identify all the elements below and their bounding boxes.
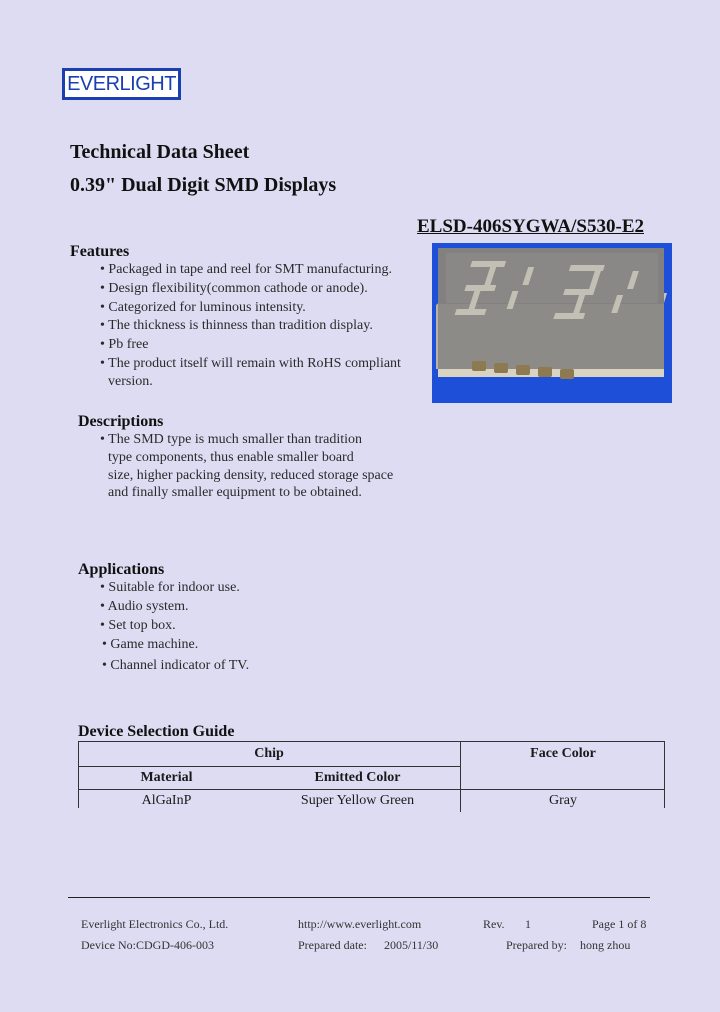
bullet: • [100, 300, 105, 315]
application-item: • Channel indicator of TV. [102, 658, 250, 673]
bullet: • [100, 356, 105, 371]
bullet: • [102, 658, 107, 673]
bullet: • [100, 580, 105, 595]
bullet: • [100, 318, 105, 333]
footer-company: Everlight Electronics Co., Ltd. [81, 917, 229, 931]
material-cell: AlGaInP [141, 793, 192, 808]
document-subtitle: 0.39" Dual Digit SMD Displays [70, 174, 337, 196]
description-line: • The SMD type is much smaller than tradition [100, 432, 363, 447]
bullet: • [100, 618, 105, 633]
application-item: • Audio system. [100, 599, 189, 614]
features-heading: Features [70, 243, 130, 260]
feature-item: • The product itself will remain with RoHS compliant [100, 356, 401, 371]
footer-prepared-by: hong zhou [580, 938, 631, 952]
chip-header: Chip [78, 742, 461, 767]
description-line: type components, thus enable smaller board [108, 450, 354, 465]
footer-rev-value: 1 [525, 917, 531, 931]
table-right-border [664, 741, 665, 808]
application-item: • Suitable for indoor use. [100, 580, 240, 595]
feature-item: • Pb free [100, 337, 149, 352]
footer-prepared-by-label: Prepared by: [506, 938, 567, 952]
face-color-header: Face Color [530, 746, 596, 762]
product-photo [432, 243, 672, 403]
descriptions-heading: Descriptions [78, 413, 164, 430]
footer-divider [68, 897, 650, 898]
bullet: • [102, 637, 107, 652]
face-color-cell: Gray [549, 793, 577, 808]
footer-device-no: Device No:CDGD-406-003 [81, 938, 214, 952]
application-item: • Game machine. [102, 637, 199, 652]
face-color-spacer [461, 767, 666, 790]
footer-url[interactable]: http://www.everlight.com [298, 917, 422, 931]
footer-prepared-date: 2005/11/30 [384, 938, 439, 952]
emitted-color-header: Emitted Color [255, 767, 461, 790]
material-header: Material [140, 770, 193, 785]
everlight-logo [62, 68, 181, 100]
application-item: • Set top box. [100, 618, 176, 633]
bullet: • [100, 262, 105, 277]
description-line: size, higher packing density, reduced storage space [108, 468, 394, 483]
applications-heading: Applications [78, 561, 165, 578]
bullet: • [100, 337, 105, 352]
feature-item: • Categorized for luminous intensity. [100, 300, 306, 315]
bullet: • [100, 432, 105, 447]
feature-item: • The thickness is thinness than tradition display. [100, 318, 373, 333]
footer-prepared-label: Prepared date: [298, 938, 367, 952]
emitted-color-cell: Super Yellow Green [255, 790, 461, 813]
footer-rev-label: Rev. [483, 917, 505, 931]
feature-item: • Packaged in tape and reel for SMT manufacturing. [100, 262, 392, 277]
dual-digit-display-image [432, 243, 672, 403]
document-title: Technical Data Sheet [70, 141, 250, 163]
table-left-border [78, 741, 79, 808]
feature-item: • Design flexibility(common cathode or anode). [100, 281, 368, 296]
selection-guide-table [78, 741, 665, 812]
selection-guide-heading: Device Selection Guide [78, 723, 235, 740]
feature-item-continuation: version. [108, 374, 153, 389]
part-number: ELSD-406SYGWA/S530-E2 [417, 216, 644, 237]
description-line: and finally smaller equipment to be obtained. [108, 485, 362, 500]
footer-page: Page 1 of 8 [592, 917, 647, 931]
bullet: • [100, 599, 105, 614]
logo-text: EVERLIGHT [67, 73, 176, 95]
bullet: • [100, 281, 105, 296]
